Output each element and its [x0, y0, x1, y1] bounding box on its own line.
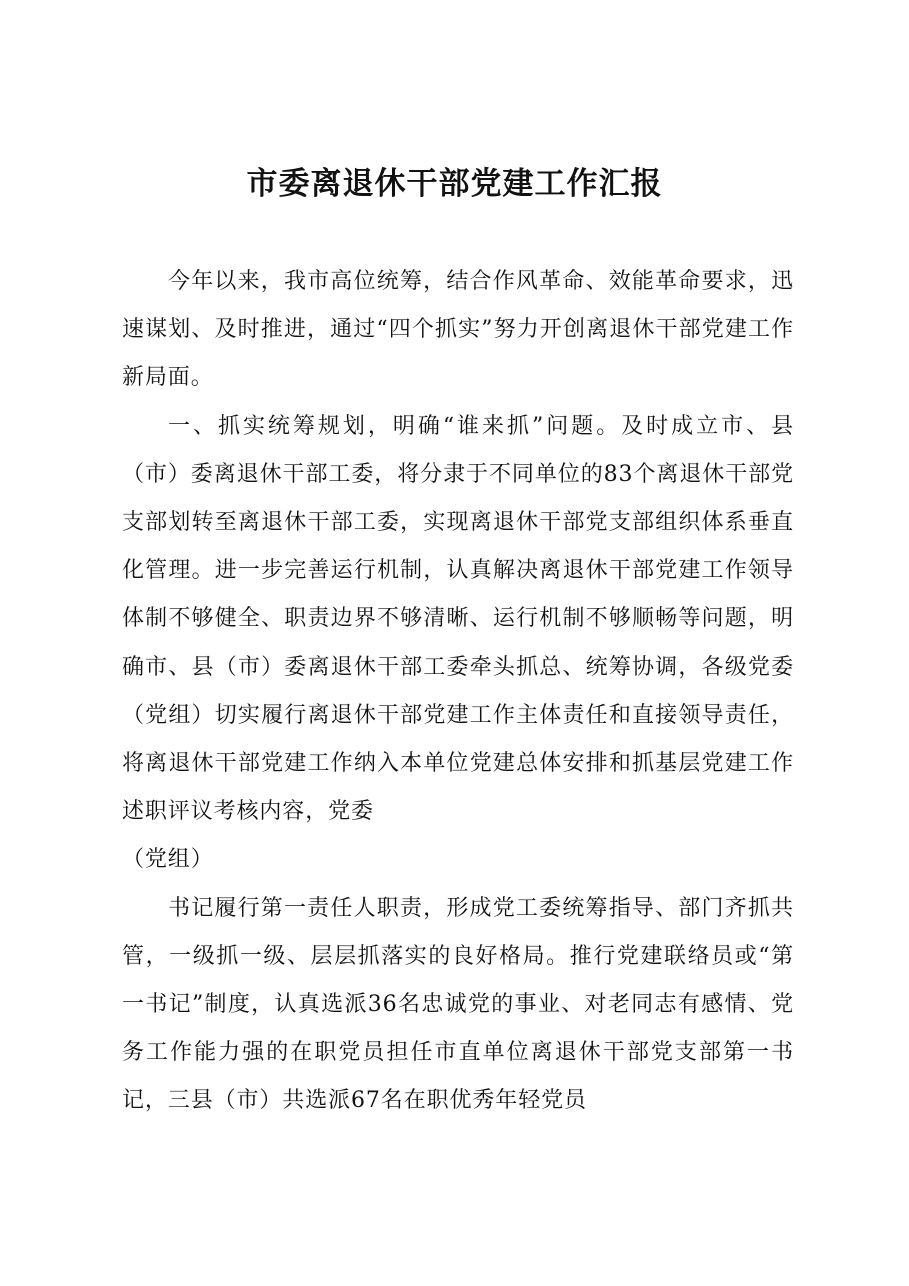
paragraph-party-group-fragment: （党组） — [122, 847, 214, 873]
paragraph-secretary-duty: 书记履行第一责任人职责，形成党工委统筹指导、部门齐抓共管，一级抓一级、层层抓落实的良好格局。推行党建联络员或“第一书记”制度，认真选派36名忠诚党的事业、对老同志有感情、党务工作能力强的在职党员担任市直单位离退休干部党支部第一书记，三县（市）共选派67名在职优秀年轻党员 — [122, 895, 794, 1114]
document-title: 市委离退休干部党建工作汇报 — [246, 166, 663, 202]
document-body — [122, 258, 794, 1126]
paragraph-section-one: 一、抓实统筹规划，明确“谁来抓”问题。及时成立市、县（市）委离退休干部工委，将分隶于不同单位的83个离退休干部党支部划转至离退休干部工委，实现离退休干部党支部组织体系垂直化管理。进一步完善运行机制，认真解决离退休干部党建工作领导体制不够健全、职责边界不够清晰、运行机制不够顺畅等问题，明确市、县（市）委离退休干部工委牵头抓总、统筹协调，各级党委（党组）切实履行离退休干部党建工作主体责任和直接领导责任，将离退休干部党建工作纳入本单位党建总体安排和抓基层党建工作述职评议考核内容，党委 — [122, 413, 794, 825]
paragraph-intro: 今年以来，我市高位统筹，结合作风革命、效能革命要求，迅速谋划、及时推进，通过“四个抓实”努力开创离退休干部党建工作新局面。 — [122, 269, 794, 391]
